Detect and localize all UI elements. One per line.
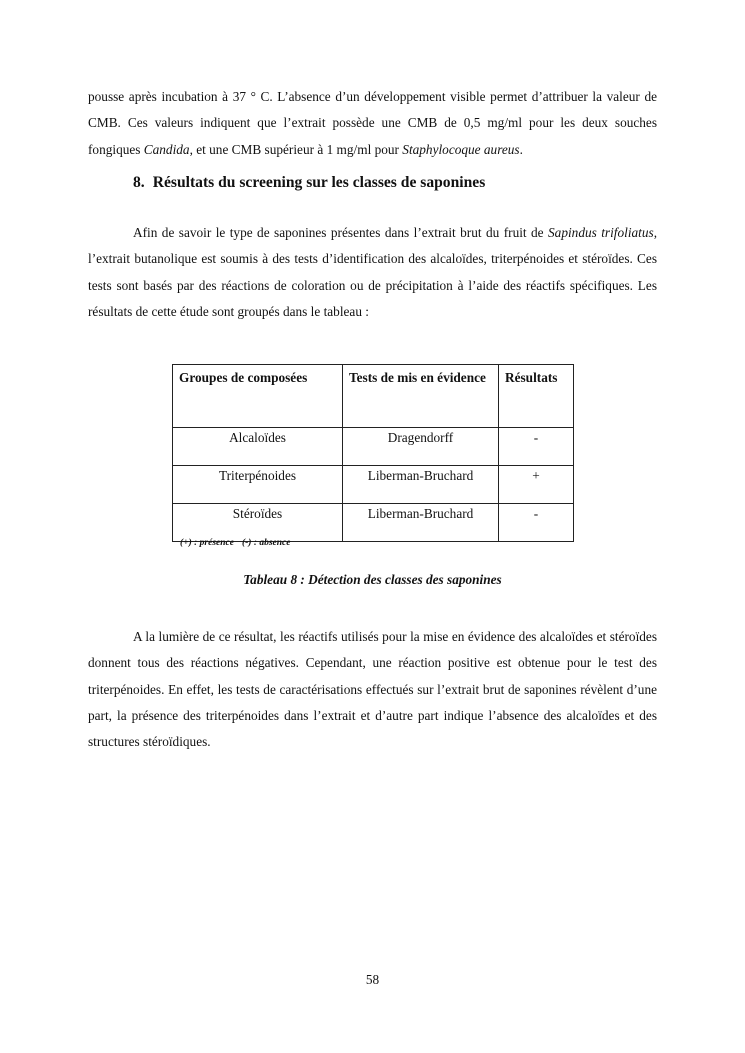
table-caption: Tableau 8 : Détection des classes des saponines (243, 572, 502, 587)
top-italic-staphylocoque: Staphylocoque aureus (402, 141, 520, 157)
intro-paragraph (88, 220, 657, 325)
cell-result: + (499, 466, 574, 504)
top-italic-candida: Candida (143, 141, 190, 157)
header-results: Résultats (499, 365, 574, 428)
legend-absence: (-) : absence (241, 538, 291, 548)
table-row (173, 504, 574, 542)
page-number: 58 (365, 972, 380, 987)
section-title: Résultats du screening sur les classes de saponines (152, 174, 486, 191)
intro-text-1: Afin de savoir le type de saponines présentes dans l’extrait brut du fruit de (133, 225, 549, 240)
table-row (173, 466, 574, 504)
intro-italic-species: Sapindus trifoliatus (548, 225, 654, 240)
cell-test: Dragendorff (343, 428, 499, 466)
top-text-1: pousse après incubation à 37 ° C. L’absence d’un développement visible permet d’attribuer la valeur de CMB. Ces valeurs indiquent que l’extrait possède une CMB de 0,5 mg/ml pour les deux souches fongiques (88, 89, 657, 157)
cell-result: - (499, 428, 574, 466)
cell-group: Triterpénoides (173, 466, 343, 504)
results-table (172, 364, 574, 542)
cell-result: - (499, 504, 574, 542)
header-tests: Tests de mis en évidence (343, 365, 499, 428)
table-legend (180, 538, 291, 548)
cell-group: Alcaloïdes (173, 428, 343, 466)
table-row (173, 428, 574, 466)
header-groups: Groupes de composées (173, 365, 343, 428)
table-header-row (173, 365, 574, 428)
legend-presence: (+) : présence (180, 538, 234, 548)
cell-test: Liberman-Bruchard (343, 466, 499, 504)
top-paragraph (88, 84, 657, 163)
intro-text-2: , l’extrait butanolique est soumis à des tests d’identification des alcaloïdes, triterpénoides et stéroïdes. Ces tests sont basés par des réactions de coloration ou de précipitation à l’aide des réactifs spécifiques. Les résultats de cette étude sont groupés dans le tableau : (88, 225, 658, 319)
cell-test: Liberman-Bruchard (343, 504, 499, 542)
conclusion-paragraph: A la lumière de ce résultat, les réactifs utilisés pour la mise en évidence des alcaloïdes et stéroïdes donnent tous des réactions négatives. Cependant, une réaction positive est obtenue pour le test des triterpénoides. En effet, les tests de caractérisations effectués sur l’extrait brut de saponines révèlent d’une part, la présence des triterpénoides dans l’extrait et d’autre part indique l’absence des alcaloïdes et des structures stéroïdiques. (88, 629, 657, 750)
cell-group: Stéroïdes (173, 504, 343, 542)
top-text-2: , et une CMB supérieur à 1 mg/ml pour (189, 141, 403, 157)
section-number: 8. (133, 174, 145, 191)
section-heading (133, 174, 485, 192)
top-text-3: . (519, 141, 523, 157)
